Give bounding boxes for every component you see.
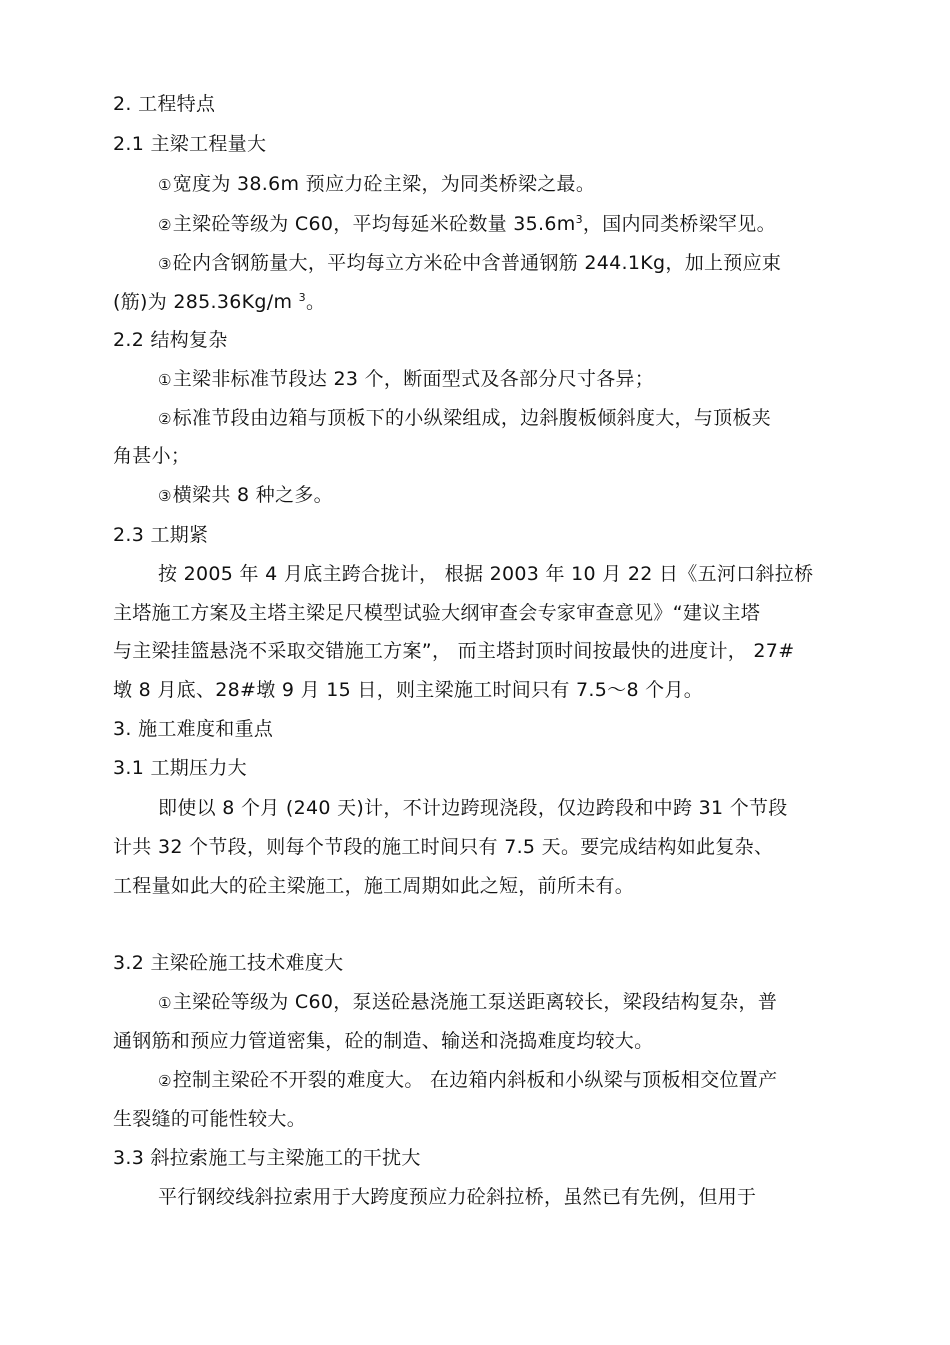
paragraph-line: 工程量如此大的砼主梁施工，施工周期如此之短，前所未有。: [113, 875, 635, 897]
list-marker: ①: [158, 176, 172, 194]
paragraph-line: 计共 32 个节段，则每个节段的施工时间只有 7.5 天。要完成结构如此复杂、: [113, 836, 774, 858]
list-marker: ③: [158, 487, 172, 505]
paragraph-line: 平行钢绞线斜拉索用于大跨度预应力砼斜拉桥，虽然已有先例，但用于: [158, 1186, 757, 1208]
list-item: ②标准节段由边箱与顶板下的小纵梁组成，边斜腹板倾斜度大，与顶板夹: [158, 407, 772, 429]
list-marker: ③: [158, 255, 172, 273]
paragraph-line: 生裂缝的可能性较大。: [113, 1108, 307, 1130]
list-marker: ②: [158, 410, 172, 428]
list-item: ③砼内含钢筋量大，平均每立方米砼中含普通钢筋 244.1Kg，加上预应束: [158, 252, 782, 274]
subsection-heading: 2.2 结构复杂: [113, 329, 228, 351]
list-marker: ②: [158, 216, 172, 234]
list-item: ②控制主梁砼不开裂的难度大。 在边箱内斜板和小纵梁与顶板相交位置产: [158, 1069, 778, 1091]
superscript: 3: [575, 213, 583, 226]
list-item: ①主梁非标准节段达 23 个，断面型式及各部分尺寸各异；: [158, 368, 655, 390]
subsection-heading: 2.3 工期紧: [113, 524, 209, 546]
section-heading: 2. 工程特点: [113, 93, 216, 115]
section-heading: 3. 施工难度和重点: [113, 718, 274, 740]
paragraph-line: 角甚小；: [113, 445, 191, 467]
list-marker: ①: [158, 994, 172, 1012]
paragraph-line: 即使以 8 个月 (240 天)计，不计边跨现浇段，仅边跨段和中跨 31 个节段: [158, 797, 788, 819]
paragraph-line: 通钢筋和预应力管道密集，砼的制造、输送和浇捣难度均较大。: [113, 1030, 654, 1052]
paragraph-line: 与主梁挂篮悬浇不采取交错施工方案”， 而主塔封顶时间按最快的进度计， 27#: [113, 640, 795, 662]
list-item: ①主梁砼等级为 C60，泵送砼悬浇施工泵送距离较长，梁段结构复杂，普: [158, 991, 778, 1013]
paragraph-line: 按 2005 年 4 月底主跨合拢计， 根据 2003 年 10 月 22 日《五河口斜拉桥: [158, 563, 814, 585]
subsection-heading: 3.1 工期压力大: [113, 757, 247, 779]
subsection-heading: 3.3 斜拉索施工与主梁施工的干扰大: [113, 1147, 421, 1169]
list-marker: ①: [158, 371, 172, 389]
list-item: ②主梁砼等级为 C60，平均每延米砼数量 $35.6m^3$，国内同类桥梁罕见。: [158, 213, 776, 235]
superscript: 3: [298, 291, 306, 304]
subsection-heading: 2.1 主梁工程量大: [113, 133, 267, 155]
list-item: ①宽度为 38.6m 预应力砼主梁，为同类桥梁之最。: [158, 173, 596, 195]
list-marker: ②: [158, 1072, 172, 1090]
paragraph-line: (筋)为 285.36Kg/m $^3$。: [113, 291, 326, 313]
paragraph-line: 主塔施工方案及主塔主梁足尺模型试验大纲审查会专家审查意见》“建议主塔: [113, 602, 761, 624]
subsection-heading: 3.2 主梁砼施工技术难度大: [113, 952, 344, 974]
paragraph-line: 墩 8 月底、28#墩 9 月 15 日，则主梁施工时间只有 7.5～8 个月。: [113, 679, 704, 701]
list-item: ③横梁共 8 种之多。: [158, 484, 333, 506]
